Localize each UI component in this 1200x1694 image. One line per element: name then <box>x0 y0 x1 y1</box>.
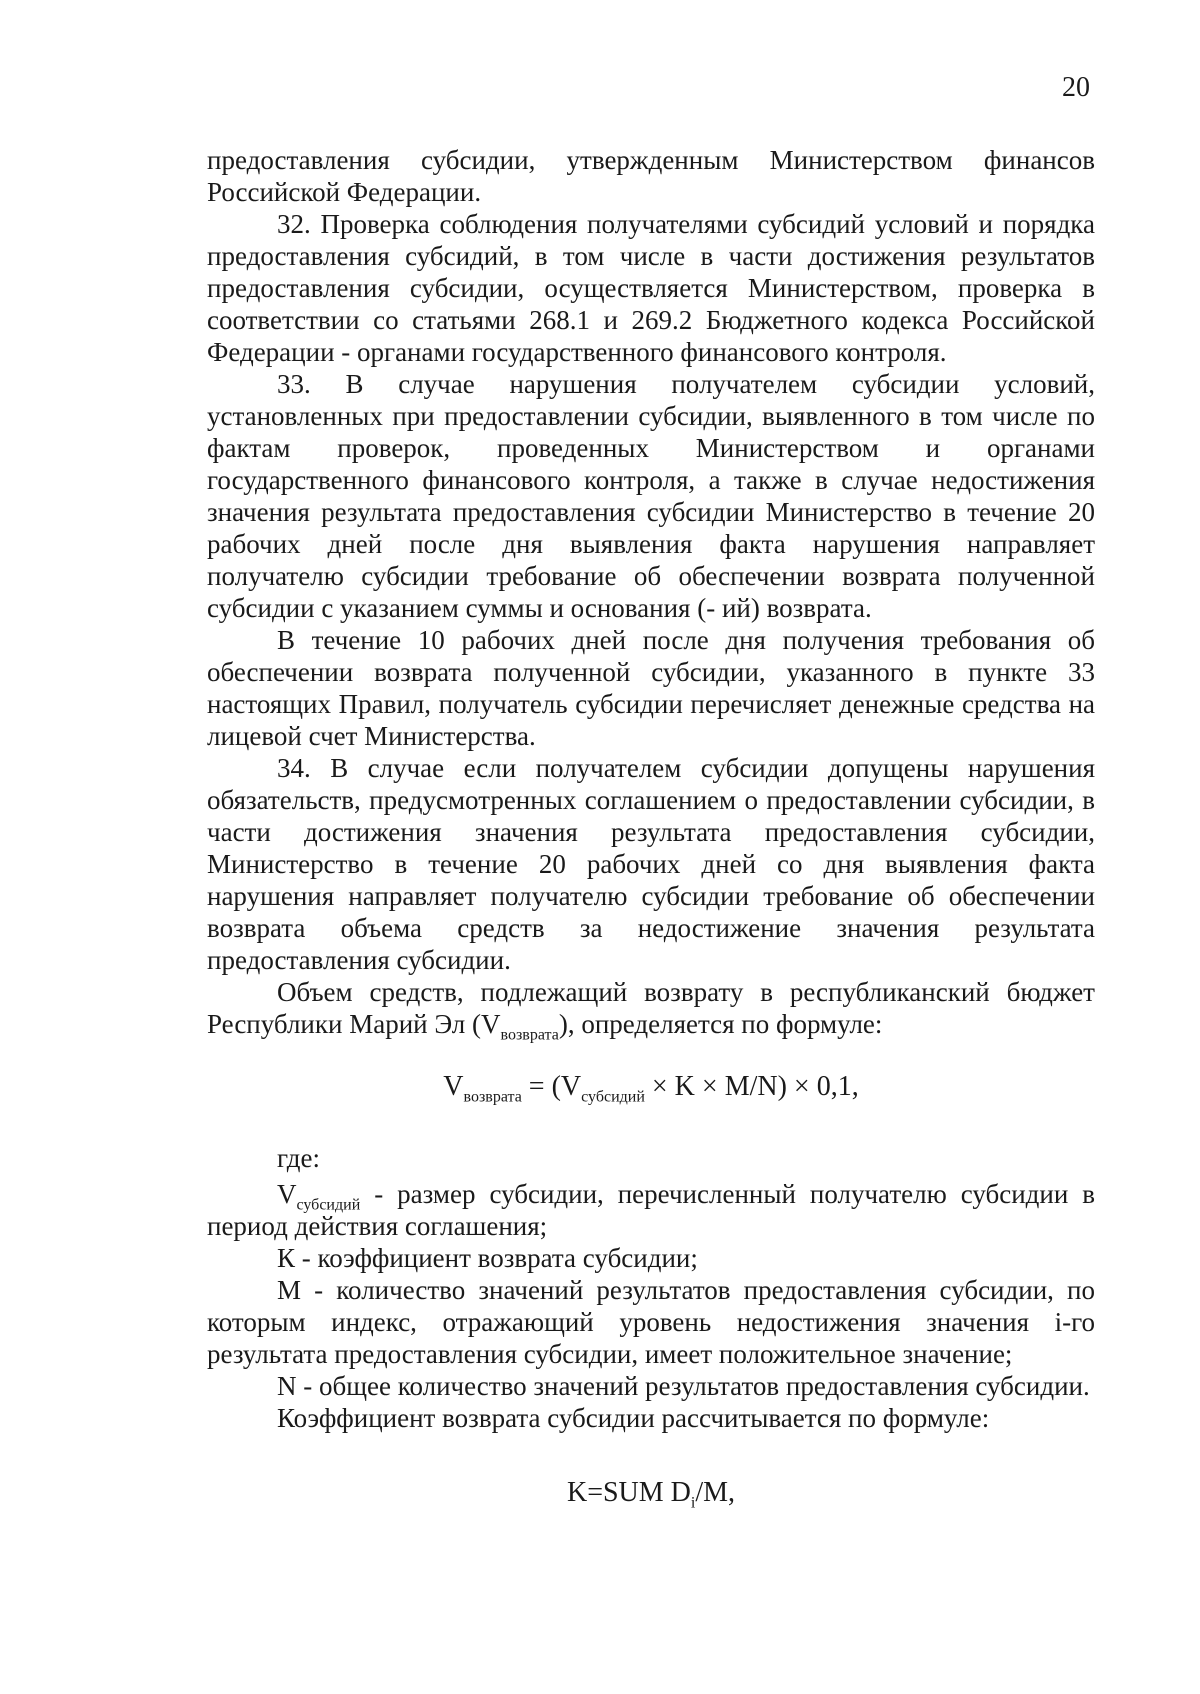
formula2-before: K=SUM D <box>566 1477 691 1508</box>
formula-coefficient <box>207 1476 1095 1510</box>
paragraph-33-continued: В течение 10 рабочих дней после дня получения требования об обеспечении возврата полученной субсидии, указанного в пункте 33 настоящих Правил, получатель субсидии перечисляет денежные средства на лицевой счет Министерства. <box>207 625 1095 751</box>
formula2-after: /M, <box>695 1477 736 1508</box>
formula-vs-subscript: субсидий <box>581 1088 645 1106</box>
paragraph-33: 33. В случае нарушения получателем субсидии условий, установленных при предоставлении субсидии, выявленного в том числе по фактам проверок, проведенных Министерством и органами государственного финансового контроля, а также в случае недостижения значения результата предоставления субсидии Министерство в течение 20 рабочих дней после дня выявления факта нарушения направляет получателю субсидии требование об обеспечении возврата полученной субсидии с указанием суммы и основания (- ий) возврата. <box>207 369 1095 623</box>
page-number: 20 <box>1062 72 1090 103</box>
where-label: где: <box>277 1143 320 1173</box>
formula-eq-open: = (V <box>521 1071 582 1102</box>
formula-v-subscript: возврата <box>463 1088 522 1106</box>
definition-vsub-subscript: субсидий <box>296 1196 361 1214</box>
coefficient-intro: Коэффициент возврата субсидии рассчитывается по формуле: <box>277 1403 990 1433</box>
definition-vsub-symbol: V <box>277 1179 297 1209</box>
formula-rest: × K × M/N) × 0,1, <box>644 1071 859 1102</box>
paragraph-continuation: предоставления субсидии, утвержденным Министерством финансов Российской Федерации. <box>207 145 1095 207</box>
formula-return-volume <box>207 1070 1095 1104</box>
formula2-subscript: i <box>690 1494 696 1512</box>
definition-k: К - коэффициент возврата субсидии; <box>277 1243 698 1273</box>
paragraph-34: 34. В случае если получателем субсидии допущены нарушения обязательств, предусмотренных соглашением о предоставлении субсидии, в части достижения значения результата предоставления субсидии, Министерство в течение 20 рабочих дней со дня выявления факта нарушения направляет получателю субсидии требование об обеспечении возврата объема средств за недостижение значения результата предоставления субсидии. <box>207 753 1095 975</box>
volume-text-before: Объем средств, подлежащий возврату в республиканский бюджет Республики Марий Эл (V <box>207 977 1095 1039</box>
volume-subscript: возврата <box>500 1026 559 1044</box>
volume-text-after: ), определяется по формуле: <box>558 1009 883 1039</box>
paragraph-32: 32. Проверка соблюдения получателями субсидий условий и порядка предоставления субсидий, в том числе в части достижения результатов предоставления субсидии, осуществляется Министерством, проверка в соответствии со статьями 268.1 и 269.2 Бюджетного кодекса Российской Федерации - органами государственного финансового контроля. <box>207 209 1095 367</box>
definition-m: М - количество значений результатов предоставления субсидии, по которым индекс, отражающий уровень недостижения значения i-го результата предоставления субсидии, имеет положительное значение; <box>207 1275 1095 1369</box>
definition-vsub <box>207 1178 1095 1242</box>
definition-n: N - общее количество значений результатов предоставления субсидии. <box>277 1371 1090 1401</box>
formula-v: V <box>443 1071 464 1102</box>
document-body <box>207 144 1095 1510</box>
paragraph-volume <box>207 976 1095 1044</box>
definition-vsub-text: - размер субсидии, перечисленный получателю субсидии в период действия соглашения; <box>207 1179 1095 1241</box>
